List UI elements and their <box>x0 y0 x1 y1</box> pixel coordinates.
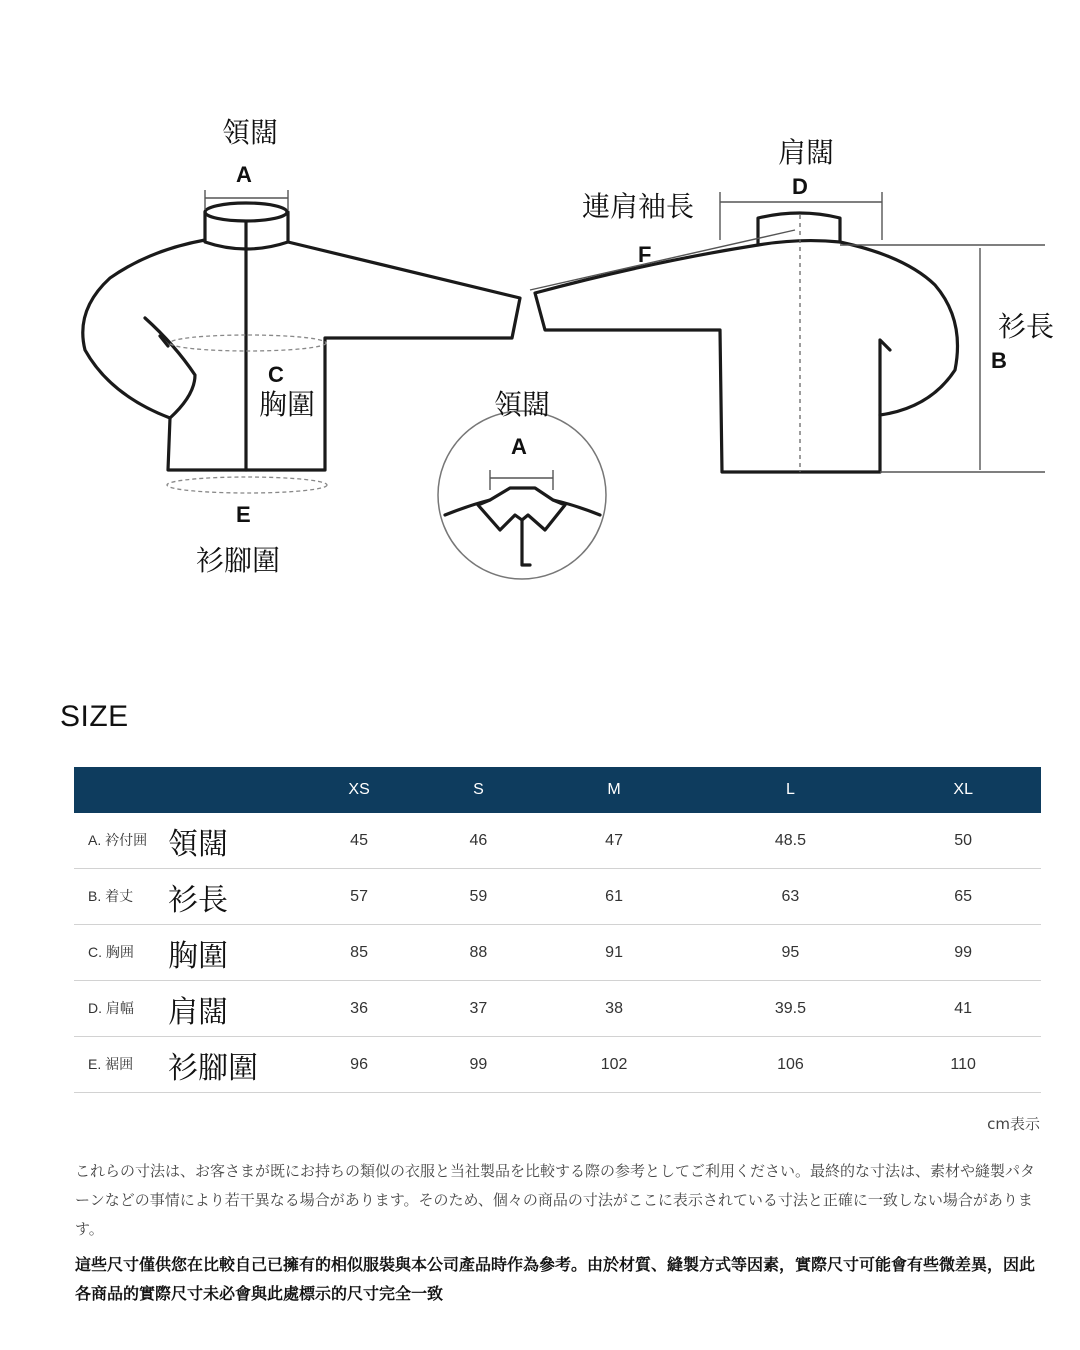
letter-f: F <box>638 242 652 267</box>
cell-value: 59 <box>424 869 533 925</box>
cell-value: 95 <box>695 925 885 981</box>
measurement-diagram <box>0 0 1080 640</box>
cell-value: 110 <box>885 1037 1041 1093</box>
cell-value: 37 <box>424 981 533 1037</box>
back-view-garment <box>535 213 958 472</box>
row-label <box>74 869 294 925</box>
letter-d: D <box>792 174 808 199</box>
unit-note: cm表示 <box>987 1115 1040 1133</box>
header-xs: XS <box>294 767 424 813</box>
row-label-jp: D. 肩幅 <box>88 999 134 1016</box>
header-l: L <box>695 767 885 813</box>
shoulder-width-label: 肩闊 <box>778 136 835 169</box>
row-label-zh: 肩闊 <box>168 994 228 1030</box>
front-view-garment <box>83 203 520 470</box>
cell-value: 61 <box>533 869 696 925</box>
chest-measure-line <box>170 335 326 351</box>
size-heading: SIZE <box>60 700 129 733</box>
row-label <box>74 1037 294 1093</box>
table-row <box>74 925 1041 981</box>
cell-value: 57 <box>294 869 424 925</box>
body-length-label: 衫長 <box>998 310 1055 343</box>
letter-c: C <box>268 362 284 387</box>
row-label <box>74 813 294 869</box>
cell-value: 99 <box>424 1037 533 1093</box>
table-row <box>74 981 1041 1037</box>
collar-width-detail-label: 領闊 <box>494 388 551 421</box>
row-label-zh: 衫長 <box>168 882 228 918</box>
row-label-jp: C. 胸囲 <box>88 943 134 960</box>
header-xl: XL <box>885 767 1041 813</box>
cell-value: 106 <box>695 1037 885 1093</box>
header-empty-cell <box>74 767 294 813</box>
disclaimer-zh: 這些尺寸僅供您在比較自己已擁有的相似服裝與本公司產品時作為參考。由於材質、縫製方式等因素，實際尺寸可能會有些微差異，因此各商品的實際尺寸未必會與此處標示的尺寸完全一致 <box>75 1255 1036 1303</box>
cell-value: 45 <box>294 813 424 869</box>
letter-a-detail: A <box>511 434 527 459</box>
cell-value: 65 <box>885 869 1041 925</box>
row-label <box>74 981 294 1037</box>
hem-measure-line <box>167 477 327 493</box>
row-label <box>74 925 294 981</box>
size-table <box>74 767 1041 1093</box>
cell-value: 88 <box>424 925 533 981</box>
hem-label: 衫腳圍 <box>196 544 281 577</box>
table-header-row <box>74 767 1041 813</box>
cell-value: 102 <box>533 1037 696 1093</box>
header-s: S <box>424 767 533 813</box>
cell-value: 63 <box>695 869 885 925</box>
cell-value: 39.5 <box>695 981 885 1037</box>
row-label-jp: E. 裾囲 <box>88 1055 134 1072</box>
chest-label: 胸圍 <box>259 388 316 421</box>
letter-b: B <box>991 348 1007 373</box>
row-label-jp: A. 衿付囲 <box>88 831 148 848</box>
cell-value: 48.5 <box>695 813 885 869</box>
table-row <box>74 869 1041 925</box>
cell-value: 91 <box>533 925 696 981</box>
table-row <box>74 1037 1041 1093</box>
cell-value: 85 <box>294 925 424 981</box>
cell-value: 96 <box>294 1037 424 1093</box>
header-m: M <box>533 767 696 813</box>
cell-value: 99 <box>885 925 1041 981</box>
cell-value: 36 <box>294 981 424 1037</box>
row-label-zh: 衫腳圍 <box>168 1050 258 1086</box>
collar-width-label: 領闊 <box>222 116 279 149</box>
disclaimer-jp: これらの寸法は、お客さまが既にお持ちの類似の衣服と当社製品を比較する際の参考としてご利用ください。最終的な寸法は、素材や縫製パターンなどの事情により若干異なる場合があります。そのため、個々の商品の寸法がここに表示されている寸法と正確に一致しない場合があります。 <box>75 1162 1036 1238</box>
cell-value: 41 <box>885 981 1041 1037</box>
row-label-zh: 領闊 <box>168 826 228 862</box>
cell-value: 50 <box>885 813 1041 869</box>
letter-e: E <box>236 502 251 527</box>
letter-a: A <box>236 162 252 187</box>
cell-value: 46 <box>424 813 533 869</box>
table-row <box>74 813 1041 869</box>
cell-value: 38 <box>533 981 696 1037</box>
sleeve-length-label: 連肩袖長 <box>582 190 695 223</box>
row-label-jp: B. 着丈 <box>88 887 134 904</box>
cell-value: 47 <box>533 813 696 869</box>
row-label-zh: 胸圍 <box>168 938 228 974</box>
